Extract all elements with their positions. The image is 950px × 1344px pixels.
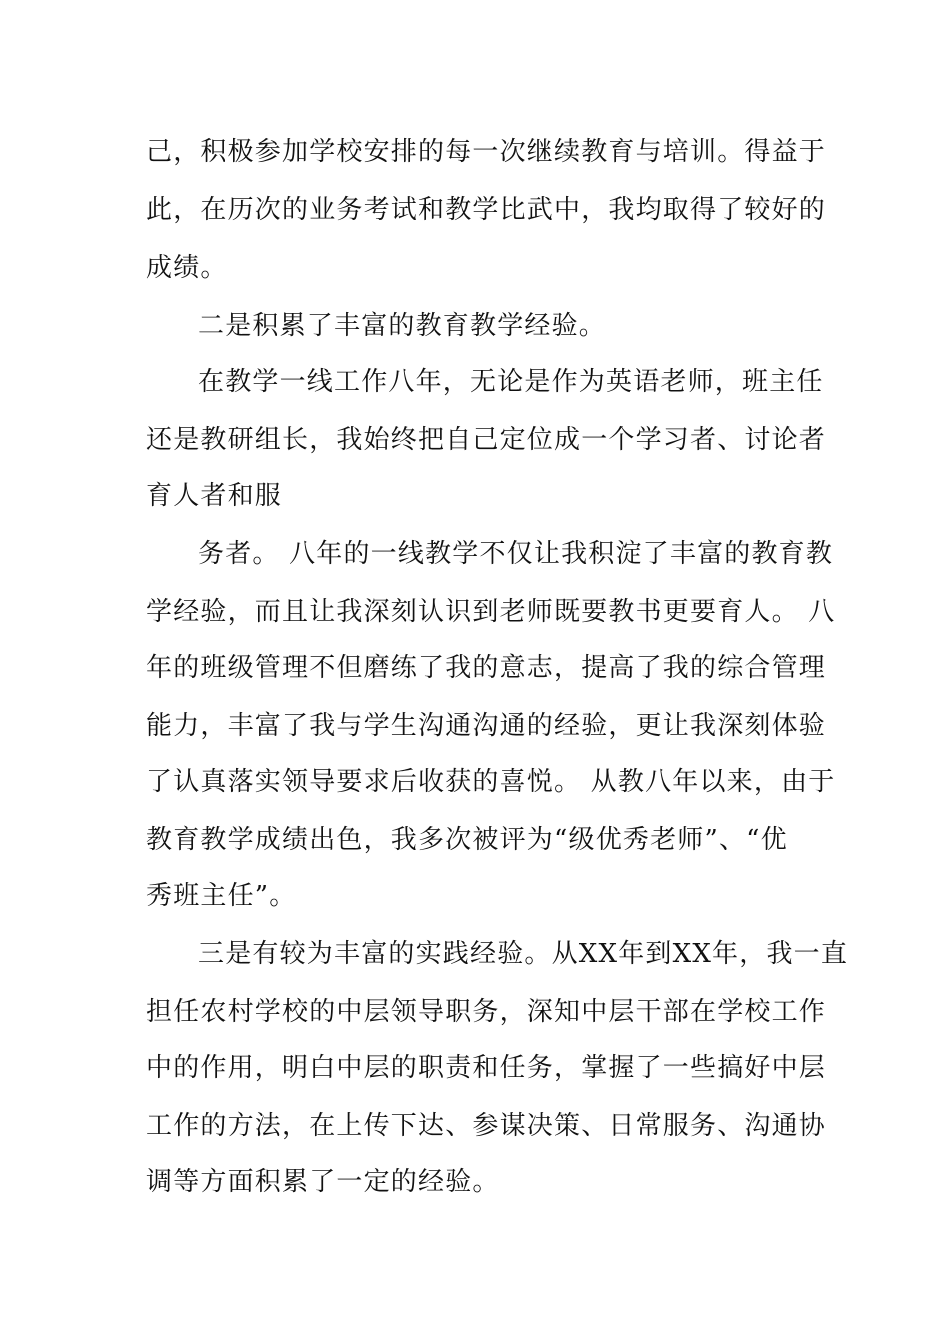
text-line: 能力，丰富了我与学生沟通沟通的经验，更让我深刻体验 [146, 711, 827, 741]
text-line: 育人者和服 [146, 481, 283, 511]
text-line: 中的作用，明白中层的职责和任务，掌握了一些搞好中层 [146, 1053, 827, 1083]
text-line: 担任农村学校的中层领导职务，深知中层干部在学校工作 [146, 997, 827, 1027]
text-line: 年的班级管理不但磨练了我的意志，提高了我的综合管理 [146, 653, 827, 683]
text-line: 在教学一线工作八年，无论是作为英语老师，班主任 [198, 367, 824, 397]
text-line: 学经验，而且让我深刻认识到老师既要教书更要育人。 八 [146, 597, 836, 627]
text-line: 了认真落实领导要求后收获的喜悦。 从教八年以来，由于 [146, 767, 836, 797]
text-line: 秀班主任”。 [146, 881, 297, 911]
text-line: 调等方面积累了一定的经验。 [146, 1167, 500, 1197]
text-line: 成绩。 [146, 253, 228, 283]
paragraph-heading: 三是有较为丰富的实践经验。从XX年到XX年，我一直 [198, 939, 849, 969]
text-line: 工作的方法，在上传下达、参谋决策、日常服务、沟通协 [146, 1111, 827, 1141]
text-line: 己，积极参加学校安排的每一次继续教育与培训。得益于 [146, 137, 827, 167]
text-line: 教育教学成绩出色，我多次被评为“级优秀老师”、“优 [146, 825, 788, 855]
text-line: 此，在历次的业务考试和教学比武中，我均取得了较好的 [146, 195, 827, 225]
text-line: 务者。 八年的一线教学不仅让我积淀了丰富的教育教 [198, 539, 834, 569]
paragraph-heading: 二是积累了丰富的教育教学经验。 [198, 311, 607, 341]
text-line: 还是教研组长，我始终把自己定位成一个学习者、讨论者 [146, 425, 827, 455]
